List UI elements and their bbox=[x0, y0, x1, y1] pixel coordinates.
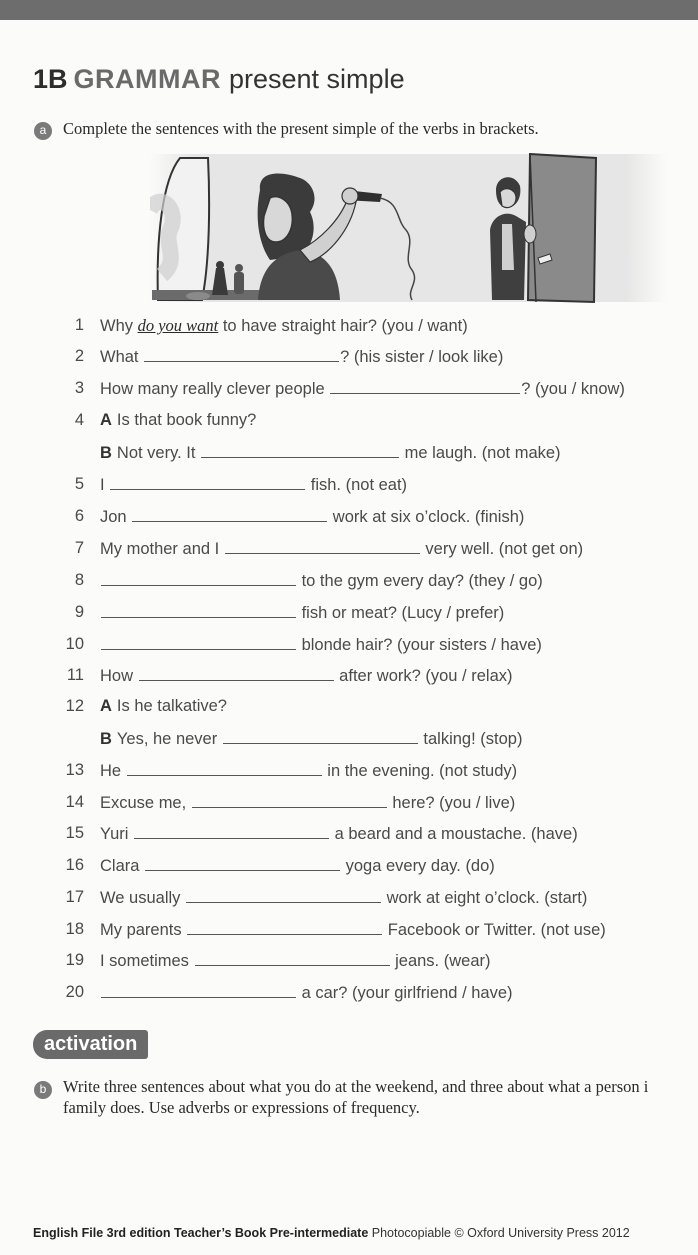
exercise-b-instruction-line2: family does. Use adverbs or expressions of frequency. bbox=[63, 1098, 420, 1117]
answer-blank[interactable] bbox=[134, 824, 329, 839]
answer-blank[interactable] bbox=[144, 347, 339, 362]
answer-blank[interactable] bbox=[101, 635, 296, 650]
exercise-item bbox=[0, 316, 698, 342]
exercise-item bbox=[0, 443, 698, 469]
exercise-item bbox=[0, 539, 698, 565]
sentence-start: Is that book funny? bbox=[116, 411, 257, 429]
item-number: 8 bbox=[74, 571, 84, 589]
item-sentence bbox=[100, 666, 512, 686]
item-sentence bbox=[100, 539, 583, 559]
item-sentence bbox=[100, 888, 587, 908]
footer-book-title: English File 3rd edition Teacher’s Book Pre-intermediate bbox=[33, 1226, 369, 1240]
item-sentence bbox=[100, 443, 561, 463]
item-sentence bbox=[100, 761, 517, 781]
item-sentence bbox=[100, 983, 513, 1003]
sentence-start: How bbox=[100, 667, 138, 685]
item-sentence bbox=[100, 697, 227, 716]
item-sentence bbox=[100, 635, 542, 655]
sentence-end: Facebook or Twitter. (not use) bbox=[383, 921, 606, 939]
item-number: 16 bbox=[65, 856, 84, 874]
item-number: 10 bbox=[65, 635, 84, 653]
sentence-start: Clara bbox=[100, 857, 145, 875]
sentence-end: here? (you / live) bbox=[387, 794, 516, 812]
sentence-start: We usually bbox=[100, 889, 185, 907]
answer-blank[interactable] bbox=[201, 443, 399, 458]
sentence-end: a car? (your girlfriend / have) bbox=[297, 984, 513, 1002]
sentence-start: My mother and I bbox=[100, 540, 224, 558]
item-sentence bbox=[100, 379, 625, 399]
sentence-start: My parents bbox=[100, 921, 187, 939]
top-bar bbox=[0, 0, 698, 20]
speaker-label: A bbox=[100, 697, 112, 715]
exercise-item bbox=[0, 856, 698, 882]
sentence-end: to have straight hair? (you / want) bbox=[218, 317, 468, 335]
answer-blank[interactable] bbox=[101, 983, 296, 998]
answer-blank[interactable] bbox=[101, 603, 296, 618]
example-answer: do you want bbox=[137, 316, 219, 335]
item-sentence bbox=[100, 824, 578, 844]
speaker-label: B bbox=[100, 730, 112, 748]
exercise-item bbox=[0, 635, 698, 661]
sentence-end: yoga every day. (do) bbox=[341, 857, 495, 875]
item-number: 2 bbox=[74, 347, 84, 365]
sentence-start: Jon bbox=[100, 508, 132, 526]
exercise-item bbox=[0, 347, 698, 373]
item-sentence bbox=[100, 411, 256, 430]
activation-tab: activation bbox=[33, 1030, 148, 1059]
item-sentence bbox=[100, 507, 524, 527]
item-number: 5 bbox=[74, 475, 84, 493]
item-number: 7 bbox=[74, 539, 84, 557]
exercise-item bbox=[0, 666, 698, 692]
sentence-end: in the evening. (not study) bbox=[322, 762, 518, 780]
sentence-start: How many really clever people bbox=[100, 380, 330, 398]
answer-blank[interactable] bbox=[225, 539, 420, 554]
sentence-end: talking! (stop) bbox=[418, 730, 523, 748]
exercise-item bbox=[0, 379, 698, 405]
answer-blank[interactable] bbox=[187, 920, 382, 935]
sentence-start: Is he talkative? bbox=[116, 697, 227, 715]
exercise-item bbox=[0, 475, 698, 501]
exercise-item bbox=[0, 729, 698, 755]
footer-rights: Photocopiable © Oxford University Press 2012 bbox=[368, 1226, 630, 1240]
exercise-item bbox=[0, 983, 698, 1009]
exercise-item bbox=[0, 571, 698, 597]
sentence-end: ? (his sister / look like) bbox=[340, 348, 504, 366]
sentence-start: I sometimes bbox=[100, 952, 194, 970]
exercise-a-badge: a bbox=[34, 122, 52, 140]
exercise-item bbox=[0, 411, 698, 437]
item-number: 3 bbox=[74, 379, 84, 397]
exercise-item bbox=[0, 761, 698, 787]
item-sentence bbox=[100, 603, 504, 623]
sentence-start: Yuri bbox=[100, 825, 134, 843]
topic-label: present simple bbox=[229, 64, 405, 94]
exercise-item bbox=[0, 920, 698, 946]
item-number: 12 bbox=[65, 697, 84, 715]
item-number: 9 bbox=[74, 603, 84, 621]
item-sentence bbox=[100, 920, 606, 940]
item-number: 1 bbox=[74, 316, 84, 334]
item-number: 19 bbox=[65, 951, 84, 969]
answer-blank[interactable] bbox=[127, 761, 322, 776]
item-sentence bbox=[100, 729, 522, 749]
answer-blank[interactable] bbox=[132, 507, 327, 522]
exercise-b-badge: b bbox=[34, 1081, 52, 1099]
answer-blank[interactable] bbox=[195, 951, 390, 966]
answer-blank[interactable] bbox=[192, 793, 387, 808]
exercise-item bbox=[0, 697, 698, 723]
exercise-b-instruction-line1: Write three sentences about what you do at the weekend, and three about what a person i bbox=[63, 1077, 649, 1096]
answer-blank[interactable] bbox=[139, 666, 334, 681]
speaker-label: A bbox=[100, 411, 112, 429]
sentence-start: Yes, he never bbox=[116, 730, 222, 748]
item-sentence bbox=[100, 316, 468, 336]
exercise-a-instruction: Complete the sentences with the present simple of the verbs in brackets. bbox=[63, 119, 539, 138]
exercise-item bbox=[0, 888, 698, 914]
page-title bbox=[33, 64, 405, 95]
item-number: 15 bbox=[65, 824, 84, 842]
sentence-end: me laugh. (not make) bbox=[400, 444, 561, 462]
sentence-start: What bbox=[100, 348, 144, 366]
item-sentence bbox=[100, 856, 495, 876]
item-sentence bbox=[100, 951, 490, 971]
item-sentence bbox=[100, 475, 407, 495]
speaker-label: B bbox=[100, 444, 112, 462]
answer-blank[interactable] bbox=[330, 379, 520, 394]
footer bbox=[33, 1226, 630, 1240]
exercise-item bbox=[0, 603, 698, 629]
sentence-end: ? (you / know) bbox=[521, 380, 625, 398]
illustration bbox=[150, 150, 667, 306]
item-sentence bbox=[100, 347, 503, 367]
sentence-end: work at six o’clock. (finish) bbox=[328, 508, 525, 526]
sentence-end: work at eight o’clock. (start) bbox=[381, 889, 588, 907]
answer-blank[interactable] bbox=[101, 571, 296, 586]
exercise-item bbox=[0, 824, 698, 850]
item-number: 18 bbox=[65, 920, 84, 938]
item-number: 14 bbox=[65, 793, 84, 811]
answer-blank[interactable] bbox=[186, 888, 381, 903]
item-number: 11 bbox=[66, 666, 84, 684]
exercise-item bbox=[0, 793, 698, 819]
exercise-item bbox=[0, 507, 698, 533]
answer-blank[interactable] bbox=[223, 729, 418, 744]
section-label: GRAMMAR bbox=[73, 64, 221, 94]
sentence-end: very well. (not get on) bbox=[420, 540, 584, 558]
sentence-start: Excuse me, bbox=[100, 794, 191, 812]
sentence-start: Why bbox=[100, 317, 138, 335]
sentence-start: Not very. It bbox=[116, 444, 201, 462]
sentence-end: a beard and a moustache. (have) bbox=[330, 825, 578, 843]
item-number: 17 bbox=[65, 888, 84, 906]
item-number: 4 bbox=[74, 411, 84, 429]
sentence-end: fish. (not eat) bbox=[306, 476, 408, 494]
sentence-start: I bbox=[100, 476, 110, 494]
sentence-end: blonde hair? (your sisters / have) bbox=[297, 636, 542, 654]
item-sentence bbox=[100, 793, 515, 813]
lesson-code: 1B bbox=[33, 64, 68, 94]
sentence-end: after work? (you / relax) bbox=[334, 667, 513, 685]
answer-blank[interactable] bbox=[145, 856, 340, 871]
exercise-item bbox=[0, 951, 698, 977]
item-number: 13 bbox=[65, 761, 84, 779]
sentence-end: fish or meat? (Lucy / prefer) bbox=[297, 604, 505, 622]
item-number: 6 bbox=[74, 507, 84, 525]
sentence-end: to the gym every day? (they / go) bbox=[297, 572, 543, 590]
item-sentence bbox=[100, 571, 543, 591]
sentence-start: He bbox=[100, 762, 126, 780]
item-number: 20 bbox=[65, 983, 84, 1001]
answer-blank[interactable] bbox=[110, 475, 305, 490]
sentence-end: jeans. (wear) bbox=[390, 952, 491, 970]
